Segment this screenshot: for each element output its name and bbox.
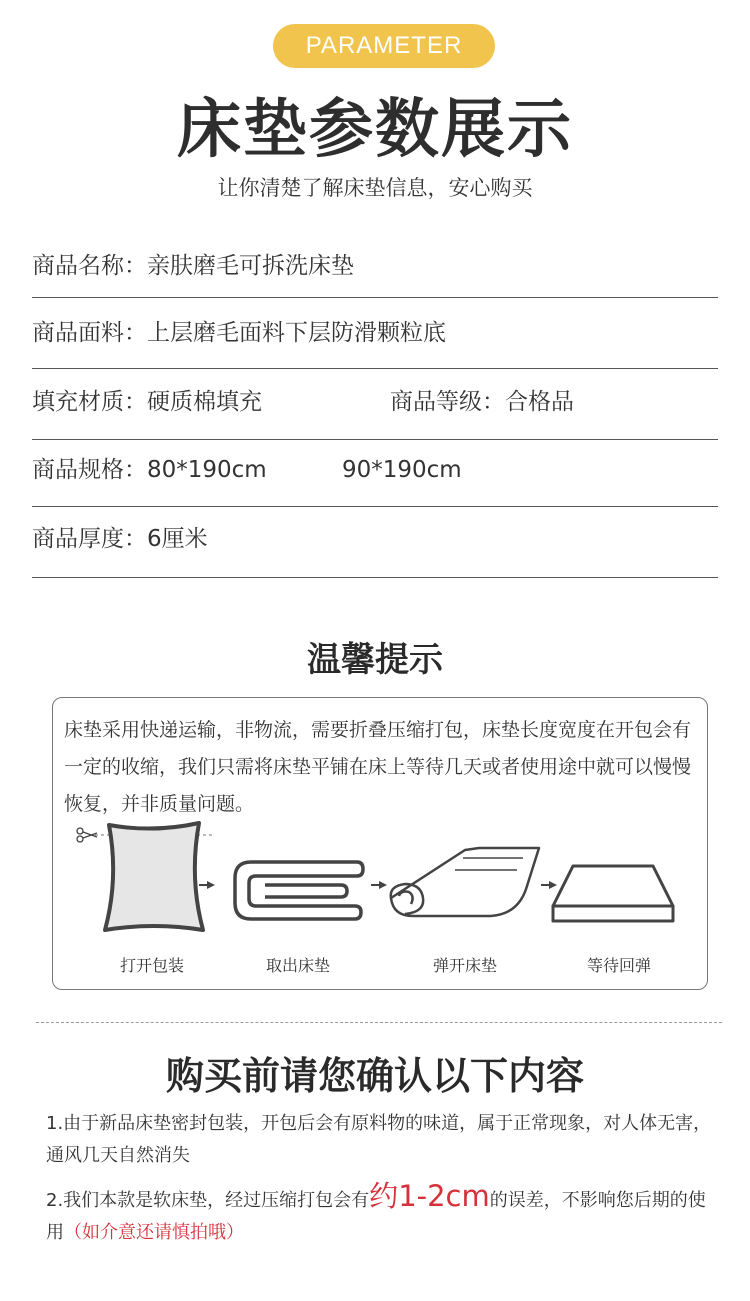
param-row-size bbox=[32, 455, 718, 485]
dashed-divider bbox=[36, 1022, 722, 1023]
page-title: 床垫参数展示 bbox=[177, 93, 573, 167]
param-size-b: 90*190cm bbox=[342, 457, 462, 483]
param-name: 商品名称：亲肤磨毛可拆洗床垫 bbox=[32, 253, 354, 279]
arrow-icon bbox=[549, 881, 557, 889]
param-fabric: 商品面料：上层磨毛面料下层防滑颗粒底 bbox=[32, 320, 446, 346]
divider bbox=[32, 297, 718, 298]
divider bbox=[32, 368, 718, 369]
divider bbox=[32, 439, 718, 440]
tips-box bbox=[52, 697, 708, 990]
param-row-filling bbox=[32, 387, 718, 417]
package-icon bbox=[89, 823, 215, 930]
param-size-a: 商品规格：80*190cm bbox=[32, 457, 267, 483]
param-filling: 填充材质：硬质棉填充 bbox=[32, 389, 262, 415]
step-label-open: 打开包装 bbox=[119, 956, 184, 975]
note-2-text-after: 的误差，不影响您后期的使用 bbox=[46, 1190, 706, 1243]
step-label-unroll: 弹开床垫 bbox=[432, 956, 497, 975]
tips-title: 温馨提示 bbox=[307, 640, 443, 680]
step-label-wait: 等待回弹 bbox=[586, 956, 651, 975]
divider bbox=[32, 577, 718, 578]
note-2 bbox=[46, 1180, 716, 1249]
note-2-highlight: 约1-2cm bbox=[369, 1179, 490, 1213]
flat-mattress-icon bbox=[553, 866, 673, 921]
note-2-text: 2.我们本款是软床垫，经过压缩打包会有 bbox=[46, 1190, 370, 1211]
page-subtitle: 让你清楚了解床垫信息，安心购买 bbox=[217, 176, 533, 200]
param-grade: 商品等级：合格品 bbox=[390, 389, 574, 415]
divider bbox=[32, 506, 718, 507]
unrolling-mattress-icon bbox=[391, 848, 539, 916]
param-thickness: 商品厚度：6厘米 bbox=[32, 526, 208, 552]
arrow-icon bbox=[207, 881, 215, 889]
note-2-warning: （如介意还请慎拍哦） bbox=[64, 1222, 244, 1243]
confirm-title: 购买前请您确认以下内容 bbox=[165, 1054, 584, 1098]
folded-mattress-icon bbox=[235, 862, 363, 919]
step-label-take-out: 取出床垫 bbox=[265, 956, 330, 975]
tips-text: 床垫采用快递运输，非物流，需要折叠压缩打包，床垫长度宽度在开包会有一定的收缩，我们只需将床垫平铺在床上等待几天或者使用途中就可以慢慢恢复，并非质量问题。 bbox=[64, 719, 692, 815]
parameter-badge: PARAMETER bbox=[273, 24, 495, 68]
note-1: 1.由于新品床垫密封包装，开包后会有原料物的味道，属于正常现象，对人体无害，通风几天自然消失 bbox=[46, 1113, 712, 1166]
scissors-icon bbox=[77, 828, 97, 842]
arrow-icon bbox=[379, 881, 387, 889]
unpacking-steps-illustration bbox=[53, 698, 707, 989]
